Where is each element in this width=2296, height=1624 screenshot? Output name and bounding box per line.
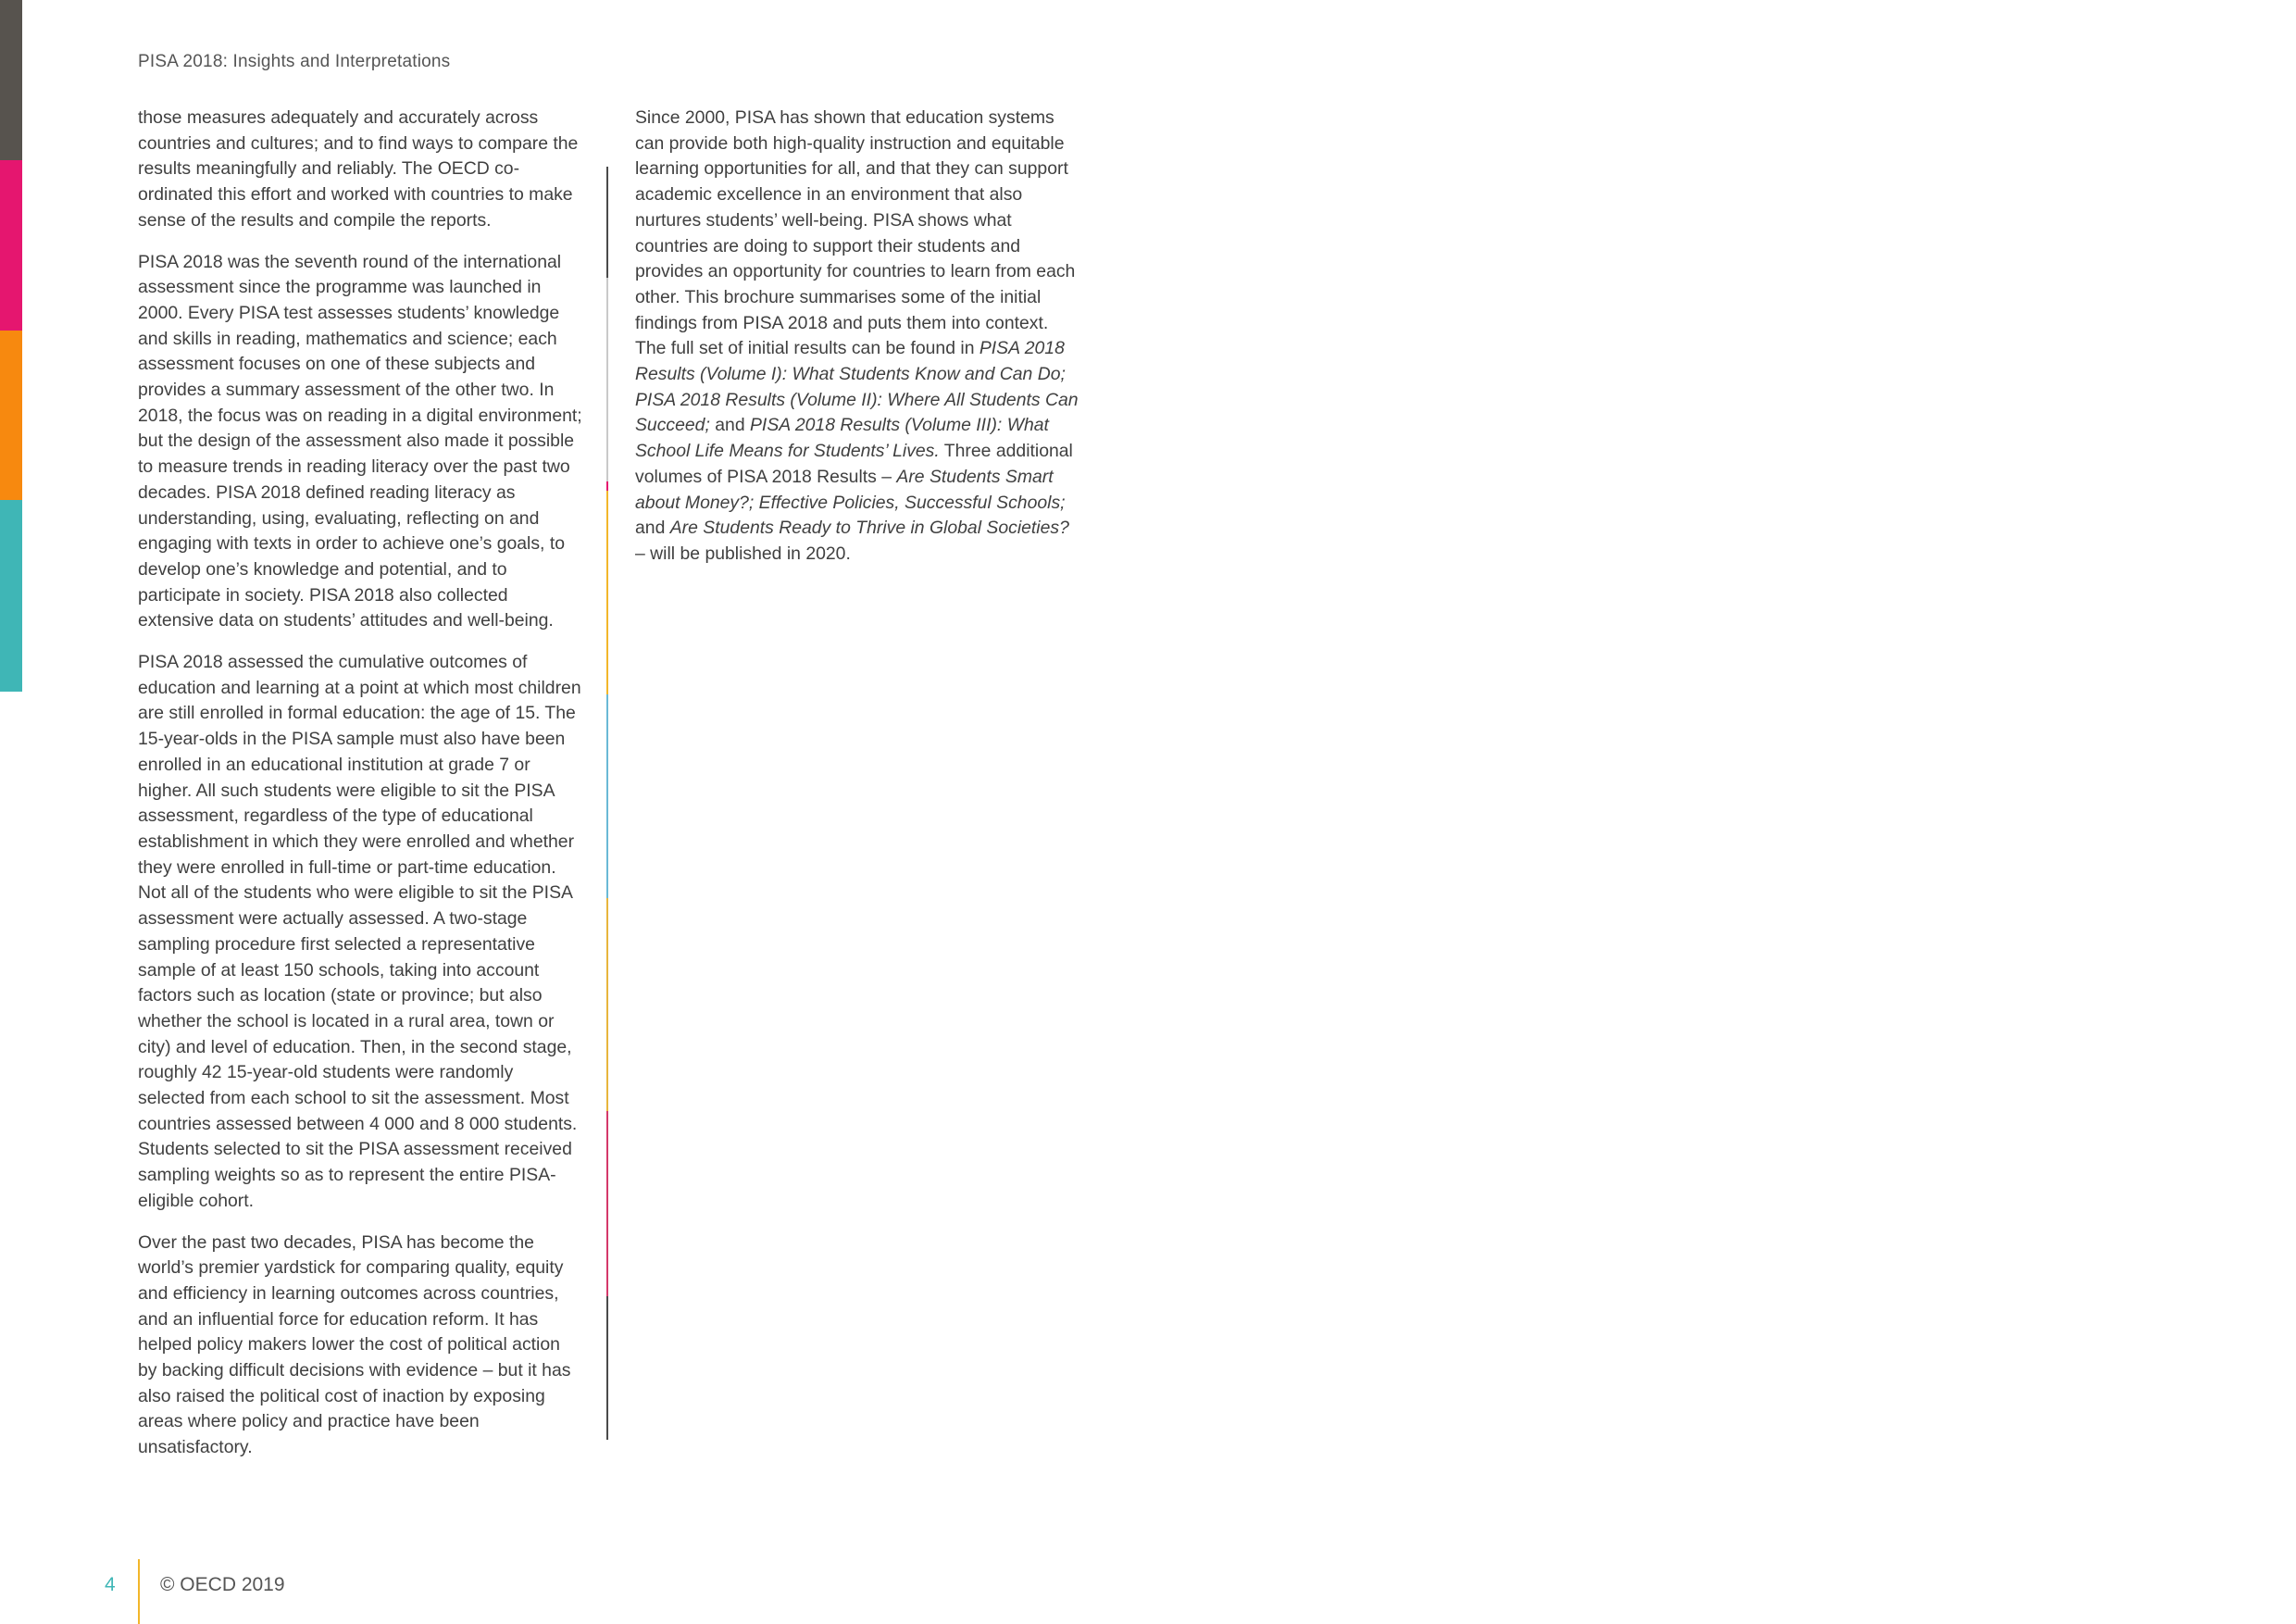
text-run: – will be published in 2020. [635, 543, 851, 564]
side-color-strip-dark [0, 0, 22, 160]
side-color-strip-teal [0, 500, 22, 692]
text-run: and [635, 518, 670, 539]
paragraph [635, 106, 1079, 568]
footer-rule [138, 1559, 140, 1624]
column-divider [606, 167, 608, 1440]
page-number: 4 [105, 1574, 116, 1595]
side-color-strip-pink [0, 160, 22, 331]
paragraph: Over the past two decades, PISA has become the world’s premier yardstick for comparing quality, equity and efficiency in learning outcomes across countries, and an influential force for education reform. It has helped policy makers lower the cost of political action by backing difficult decisions with evidence – but it has also raised the political cost of inaction by exposing areas where policy and practice have been unsatisfactory. [138, 1231, 571, 1458]
text-run: Since 2000, PISA has shown that education systems can provide both high-quality instruction and equitable learning opportunities for all, and that they can support academic excellence in an environment that also nurtures students’ well-being. PISA shows what countries are doing to support their students and provides an opportunity for countries to learn from each other. This brochure summarises some of the initial findings from PISA 2018 and puts them into context. The full set of initial results can be found in [635, 107, 1076, 359]
paragraph: those measures adequately and accurately across countries and cultures; and to find ways to compare the results meaningfully and reliably. The OECD co-ordinated this effort and worked with countries to make sense of the results and compile the reports. [138, 107, 579, 231]
text-run: Three additional volumes of PISA 2018 Results – [635, 441, 1073, 487]
side-color-strip-orange [0, 331, 22, 500]
right-text-column [635, 106, 1079, 583]
italic-publication-title: Are Students Smart about Money?; Effective Policies, Successful Schools; [635, 466, 1066, 513]
left-text-column [138, 106, 582, 1477]
italic-publication-title: Are Students Ready to Thrive in Global Societies? [669, 518, 1069, 539]
copyright-notice: © OECD 2019 [160, 1574, 285, 1595]
italic-publication-title: PISA 2018 Results (Volume III): What School Life Means for Students’ Lives. [635, 415, 1049, 462]
paragraph: PISA 2018 was the seventh round of the international assessment since the programme was launched in 2000. Every PISA test assesses students’ knowledge and skills in reading, mathematics and science; each assessment focuses on one of these subjects and provides a summary assessment of the other two. In 2018, the focus was on reading in a digital environment; but the design of the assessment also made it possible to measure trends in reading literacy over the past two decades. PISA 2018 defined reading literacy as understanding, using, evaluating, reflecting on and engaging with texts in order to achieve one’s goals, to develop one’s knowledge and potential, and to participate in society. PISA 2018 also collected extensive data on students’ attitudes and well-being. [138, 251, 582, 631]
running-header: PISA 2018: Insights and Interpretations [138, 52, 451, 71]
italic-publication-title: PISA 2018 Results (Volume I): What Students Know and Can Do; PISA 2018 Results (Volume II): Where All Students Can Succeed; [635, 338, 1079, 436]
paragraph: PISA 2018 assessed the cumulative outcomes of education and learning at a point at which most children are still enrolled in formal education: the age of 15. The 15-year-olds in the PISA sample must also have been enrolled in an educational institution at grade 7 or higher. All such students were eligible to sit the PISA assessment, regardless of the type of educational establishment in which they were enrolled and whether they were enrolled in full-time or part-time education. Not all of the students who were eligible to sit the PISA assessment were actually assessed. A two-stage sampling procedure first selected a representative sample of at least 150 schools, taking into account factors such as location (state or province; but also whether the school is located in a rural area, town or city) and level of education. Then, in the second stage, roughly 42 15-year-old students were randomly selected from each school to sit the assessment. Most countries assessed between 4 000 and 8 000 students. Students selected to sit the PISA assessment received sampling weights so as to represent the entire PISA-eligible cohort. [138, 652, 581, 1211]
text-run: and [709, 415, 750, 436]
